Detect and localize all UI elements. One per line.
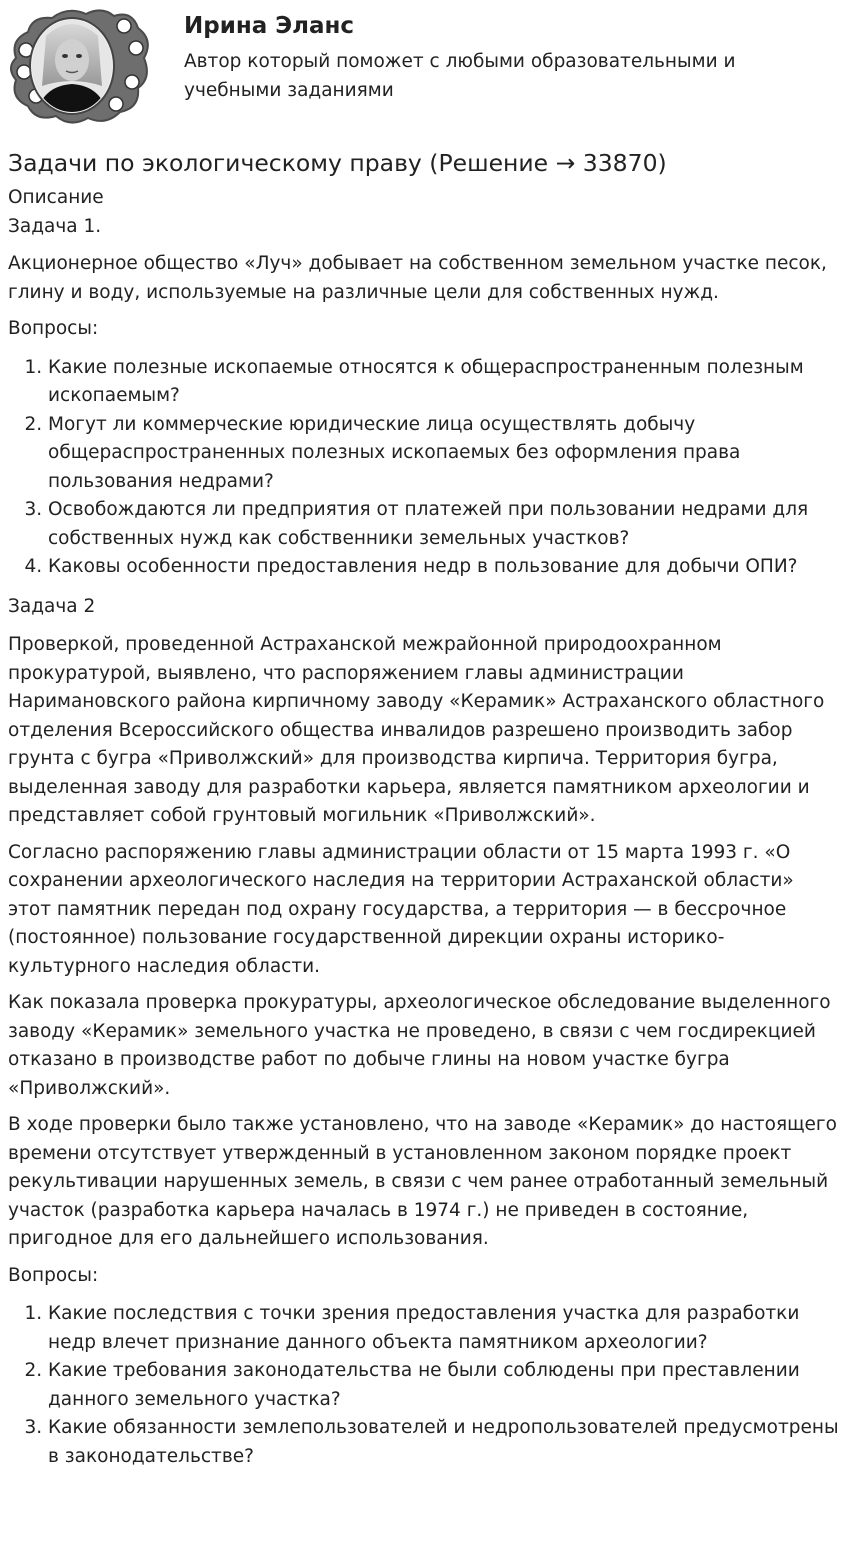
task2-question-list (8, 1300, 840, 1471)
list-item: 4. Каковы особенности предоставления недр в пользование для добычи ОПИ? (48, 553, 840, 582)
task2-paragraph: Проверкой, проведенной Астраханской межрайонной природоохранном прокуратурой, выявлено, что распоряжением главы администрации Наримановского района кирпичному заводу «Керамик» Астраханского областного отделения Всероссийского общества инвалидов разрешено производить забор грунта с бугра «Приволжский» для производства кирпича. Территория бугра, выделенная заводу для разработки карьера, является памятником археологии и представляет собой грунтовый могильник «Приволжский». (8, 634, 825, 826)
list-item: 3. Освобождаются ли предприятия от платежей при пользовании недрами для собственных нужд как собственники земельных участков? (48, 496, 840, 553)
list-item: 2. Какие требования законодательства не были соблюдены при преставлении данного земельного участка? (48, 1357, 840, 1414)
task2-paragraph: Как показала проверка прокуратуры, археологическое обследование выделенного заводу «Керамик» земельного участка не проведено, в связи с чем госдирекцией отказано в производстве работ по добыче глины на новом участке бугра «Приволжский». (8, 992, 831, 1099)
task2-paragraph: Согласно распоряжению главы администрации области от 15 марта 1993 г. «О сохранении археологического наследия на территории Астраханской области» этот памятник передан под охрану государства, а территория — в бессрочное (постоянное) пользование государственной дирекции охраны историко-культурного наследия области. (8, 841, 794, 977)
task2-questions-label: Вопросы: (8, 1264, 99, 1286)
list-item: 3. Какие обязанности землепользователей и недропользователей предусмотрены в законодательстве? (48, 1414, 840, 1471)
task1-question-list (8, 354, 840, 582)
list-item: 2. Могут ли коммерческие юридические лица осуществлять добычу общераспространенных полезных ископаемых без оформления права пользования недрами? (48, 411, 840, 497)
task1-paragraph: Акционерное общество «Луч» добывает на собственном земельном участке песок, глину и воду, используемые на различные цели для собственных нужд. (8, 253, 827, 303)
description-label: Описание (8, 187, 104, 208)
task1-heading: Задача 1. (8, 215, 102, 237)
document-content (8, 146, 840, 1482)
task2-paragraph: В ходе проверки было также установлено, что на заводе «Керамик» до настоящего времени отсутствует утвержденный в установленном законом порядке проект рекультивации нарушенных земель, в связи с чем ранее отработанный земельный участок (разработка карьера началась в 1974 г.) не приведен в состояние, пригодное для его дальнейшего использования. (8, 1114, 837, 1249)
list-item: 1. Какие последствия с точки зрения предоставления участка для разработки недр влечет признание данного объекта памятником археологии? (48, 1300, 840, 1357)
task2-heading: Задача 2 (8, 595, 96, 617)
author-name: Ирина Эланс (184, 13, 355, 39)
list-item: 1. Какие полезные ископаемые относятся к общераспространенным полезным ископаемым? (48, 354, 840, 411)
page-title: Задачи по экологическому праву (Решение → 33870) (8, 149, 667, 177)
task1-questions-label: Вопросы: (8, 318, 99, 339)
author-photo-icon (6, 6, 152, 126)
author-header (0, 0, 847, 130)
author-description: Автор который поможет с любыми образовательными и учебными заданиями (184, 51, 736, 101)
author-info (184, 8, 824, 105)
